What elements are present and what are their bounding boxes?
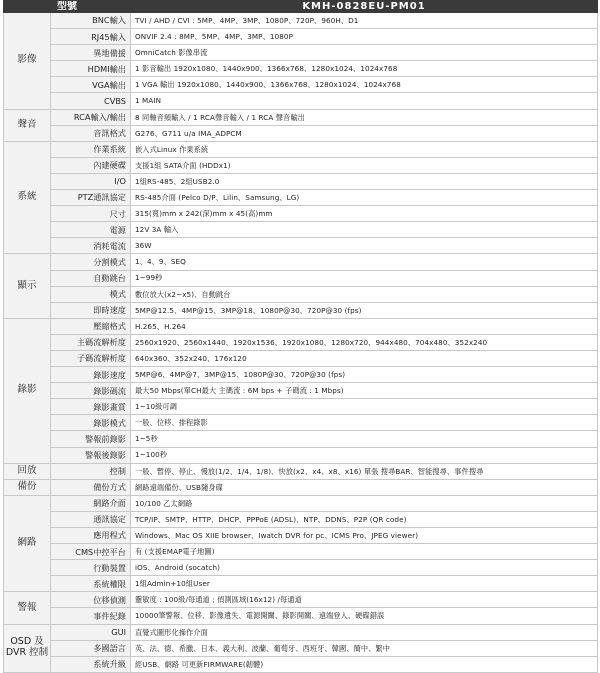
spec-value: 靈敏度 : 100級/每通道 ; 偵測區域(16x12) /每通道 [131, 592, 598, 608]
spec-row [4, 415, 598, 431]
spec-value: 1~5秒 [131, 431, 598, 447]
spec-value: 10/100 乙太網路 [131, 495, 598, 511]
spec-row [4, 624, 598, 640]
spec-label: 錄影畫質 [51, 399, 131, 415]
spec-row [4, 318, 598, 334]
spec-label: 通訊協定 [51, 511, 131, 527]
spec-value: H.265、H.264 [131, 318, 598, 334]
spec-label: GUI [51, 624, 131, 640]
spec-row [4, 29, 598, 45]
spec-value: 8 同軸音頻輸入 / 1 RCA聲音輸入 / 1 RCA 聲音輸出 [131, 109, 598, 125]
spec-value: iOS、Android (socatch) [131, 560, 598, 576]
spec-row [4, 13, 598, 29]
spec-row [4, 254, 598, 270]
model-label: 型號 [4, 1, 131, 13]
spec-row [4, 222, 598, 238]
category-cell: 影像 [4, 13, 51, 110]
spec-label: 網路介面 [51, 495, 131, 511]
spec-label: 錄影碼流 [51, 383, 131, 399]
spec-table-body [4, 1, 598, 673]
category-cell: 回放 [4, 463, 51, 479]
spec-value: 一般、位移、排程錄影 [131, 415, 598, 431]
spec-row [4, 45, 598, 61]
category-cell: 系統 [4, 141, 51, 254]
spec-row [4, 528, 598, 544]
spec-row [4, 141, 598, 157]
spec-label: 應用程式 [51, 528, 131, 544]
spec-row [4, 190, 598, 206]
spec-label: VGA輸出 [51, 77, 131, 93]
spec-value: 1~100秒 [131, 447, 598, 463]
spec-row [4, 447, 598, 463]
spec-value: 支援1組 SATA介面 (HDDx1) [131, 157, 598, 173]
spec-value: 315(寬)mm x 242(深)mm x 45(高)mm [131, 206, 598, 222]
spec-label: 備份方式 [51, 479, 131, 495]
spec-label: 分割模式 [51, 254, 131, 270]
spec-row [4, 511, 598, 527]
spec-row [4, 286, 598, 302]
spec-row [4, 61, 598, 77]
spec-row [4, 479, 598, 495]
spec-row [4, 383, 598, 399]
spec-value: Windows、Mac OS XIIE browser、Iwatch DVR for pc、ICMS Pro、JPEG viewer) [131, 528, 598, 544]
spec-label: 內建硬碟 [51, 157, 131, 173]
category-cell: 網路 [4, 495, 51, 592]
spec-label: 主碼流解析度 [51, 334, 131, 350]
spec-row [4, 431, 598, 447]
spec-label: 系統升級 [51, 656, 131, 672]
spec-row [4, 270, 598, 286]
spec-value: 網路遠端備份、USB隨身碟 [131, 479, 598, 495]
spec-value: 10000筆警報、位移、影像遺失、電源開關、錄影開關、遠端登入、硬碟錯誤 [131, 608, 598, 624]
spec-label: 尺寸 [51, 206, 131, 222]
spec-value: 一般、暫停、停止、慢放(1/2、1/4、1/8)、快放(x2、x4、x8、x16) 單張 搜尋BAR、智能搜尋、事件搜尋 [131, 463, 598, 479]
spec-label: 錄影速度 [51, 367, 131, 383]
spec-label: 音訊格式 [51, 125, 131, 141]
spec-value: 1 VGA 輸出 1920x1080、1440x900、1366x768、1280x1024、1024x768 [131, 77, 598, 93]
spec-row [4, 302, 598, 318]
spec-label: 警報後錄影 [51, 447, 131, 463]
spec-value: 5MP@6、4MP@7、3MP@15、1080P@30、720P@30 (fps) [131, 367, 598, 383]
spec-value: TVI / AHD / CVI : 5MP、4MP、3MP、1080P、720P、960H、D1 [131, 13, 598, 29]
spec-label: 控制 [51, 463, 131, 479]
spec-row [4, 238, 598, 254]
spec-value: 5MP@12.5、4MP@15、3MP@18、1080P@30、720P@30 (fps) [131, 302, 598, 318]
spec-row [4, 560, 598, 576]
spec-label: BNC輸入 [51, 13, 131, 29]
spec-label: 子碼流解析度 [51, 350, 131, 366]
category-cell: 聲音 [4, 109, 51, 141]
spec-label: PTZ通訊協定 [51, 190, 131, 206]
spec-value: 英、法、德、希臘、日本、義大利、波蘭、葡萄牙、西班牙、韓國、簡中、繁中 [131, 640, 598, 656]
spec-row [4, 334, 598, 350]
spec-value: TCP/IP、SMTP、HTTP、DHCP、PPPoE (ADSL)、NTP、DDNS、P2P (QR code) [131, 511, 598, 527]
spec-label: 即時速度 [51, 302, 131, 318]
spec-label: CVBS [51, 93, 131, 109]
spec-row [4, 463, 598, 479]
spec-label: 電源 [51, 222, 131, 238]
spec-value: 12V 3A 輸入 [131, 222, 598, 238]
spec-label: 系統權限 [51, 576, 131, 592]
spec-value: OmniCatch 影像串流 [131, 45, 598, 61]
category-cell: 顯示 [4, 254, 51, 318]
spec-value: 1 MAIN [131, 93, 598, 109]
spec-value: 1組RS-485、2組USB2.0 [131, 173, 598, 189]
model-number: KMH-0828EU-PM01 [131, 1, 598, 13]
spec-label: 作業系統 [51, 141, 131, 157]
spec-row [4, 608, 598, 624]
spec-row [4, 157, 598, 173]
spec-label: 異地備援 [51, 45, 131, 61]
spec-value: 最大50 Mbps(單CH最大 主碼流 : 6M bps + 子碼流 : 1 Mbps) [131, 383, 598, 399]
spec-label: RJ45輸入 [51, 29, 131, 45]
spec-value: 2560x1920、2560x1440、1920x1536、1920x1080、1280x720、944x480、704x480、352x240 [131, 334, 598, 350]
spec-row [4, 656, 598, 672]
spec-label: 消耗電流 [51, 238, 131, 254]
spec-label: 壓縮格式 [51, 318, 131, 334]
spec-value: 1~99秒 [131, 270, 598, 286]
spec-value: 36W [131, 238, 598, 254]
header-row [4, 1, 598, 13]
spec-row [4, 93, 598, 109]
category-cell: 備份 [4, 479, 51, 495]
spec-row [4, 109, 598, 125]
spec-label: 多國語言 [51, 640, 131, 656]
spec-value: 640x360、352x240、176x120 [131, 350, 598, 366]
category-cell: OSD 及 DVR 控制 [4, 624, 51, 672]
spec-row [4, 544, 598, 560]
spec-row [4, 350, 598, 366]
spec-value: RS-485介面 (Pelco D/P、Lilin、Samsung、LG) [131, 190, 598, 206]
spec-value: 嵌入式Linux 作業系統 [131, 141, 598, 157]
spec-row [4, 125, 598, 141]
spec-label: 模式 [51, 286, 131, 302]
spec-label: 錄影模式 [51, 415, 131, 431]
spec-value: 1~10級可調 [131, 399, 598, 415]
spec-row [4, 206, 598, 222]
spec-value: 經USB、網路 可更新FIRMWARE(韌體) [131, 656, 598, 672]
spec-label: 自動跳台 [51, 270, 131, 286]
category-cell: 錄影 [4, 318, 51, 463]
spec-row [4, 77, 598, 93]
spec-label: 位移偵測 [51, 592, 131, 608]
spec-label: I/O [51, 173, 131, 189]
spec-row [4, 640, 598, 656]
spec-label: 警報前錄影 [51, 431, 131, 447]
spec-label: 行動裝置 [51, 560, 131, 576]
spec-row [4, 173, 598, 189]
spec-label: HDMI輸出 [51, 61, 131, 77]
spec-table [3, 0, 598, 673]
spec-row [4, 367, 598, 383]
spec-value: 數位放大(x2~x5)、自動跳台 [131, 286, 598, 302]
spec-row [4, 399, 598, 415]
spec-value: 直覺式圖形化操作介面 [131, 624, 598, 640]
spec-value: G276、G711 u/a IMA_ADPCM [131, 125, 598, 141]
spec-label: CMS中控平台 [51, 544, 131, 560]
spec-label: 事件紀錄 [51, 608, 131, 624]
spec-row [4, 576, 598, 592]
spec-value: 有 (支援EMAP電子地圖) [131, 544, 598, 560]
category-cell: 警報 [4, 592, 51, 624]
spec-label: RCA輸入/輸出 [51, 109, 131, 125]
spec-value: ONVIF 2.4 : 8MP、5MP、4MP、3MP、1080P [131, 29, 598, 45]
spec-row [4, 495, 598, 511]
spec-value: 1組Admin+10組User [131, 576, 598, 592]
spec-value: 1、4、9、SEQ [131, 254, 598, 270]
spec-value: 1 影音輸出 1920x1080、1440x900、1366x768、1280x1024、1024x768 [131, 61, 598, 77]
